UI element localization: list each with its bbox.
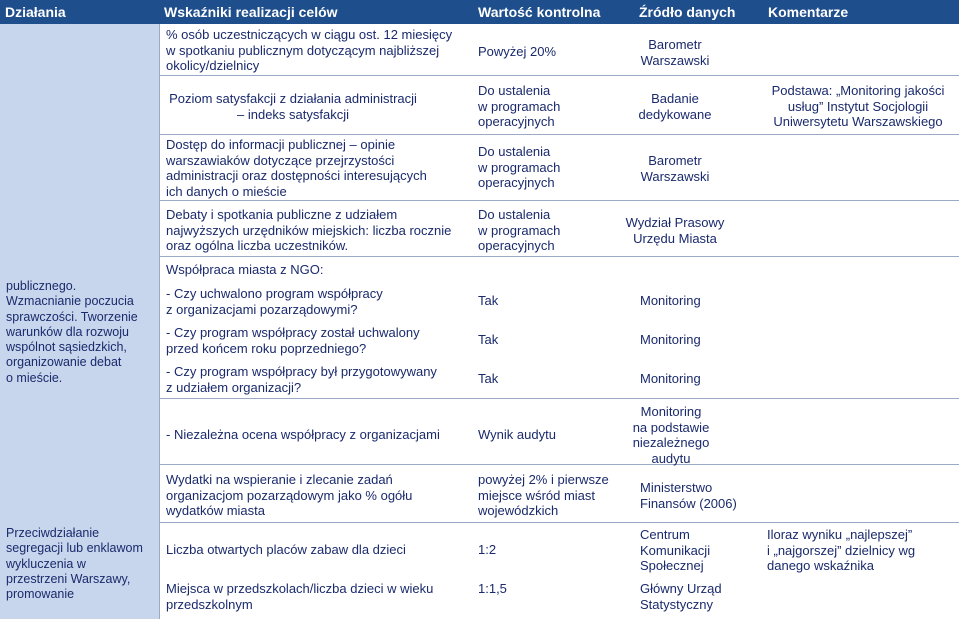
cell-line: Do ustalenia: [478, 207, 551, 222]
source-cell: [618, 153, 732, 184]
cell-line: Tak: [478, 371, 499, 386]
cell-line: Monitoring: [640, 371, 701, 386]
cell-line: Tak: [478, 293, 499, 308]
cell-line: publicznego.: [6, 279, 77, 293]
cell-line: Główny Urząd: [640, 581, 722, 596]
indicator-cell: [166, 27, 452, 74]
value-cell: [478, 332, 498, 348]
cell-line: Powyżej 20%: [478, 44, 557, 59]
value-cell: [478, 427, 556, 443]
value-cell: [478, 371, 498, 387]
cell-line: o mieście.: [6, 370, 63, 385]
cell-line: w programach: [478, 222, 561, 238]
source-cell: [640, 581, 722, 612]
cell-line: operacyjnych: [478, 175, 555, 190]
source-cell: [614, 404, 728, 466]
cell-line: Urzędu Miasta: [633, 230, 717, 246]
row-divider: [159, 464, 959, 465]
cell-line: Monitoring: [640, 293, 701, 308]
cell-line: Współpraca miasta z NGO:: [166, 262, 324, 277]
cell-line: Uniwersytetu Warszawskiego: [773, 114, 943, 129]
cell-line: na podstawie: [632, 419, 710, 435]
row-divider: [159, 75, 959, 76]
header-wskazniki: Wskaźniki realizacji celów: [164, 4, 338, 20]
cell-line: Barometr: [648, 153, 702, 168]
cell-line: usług” Instytut Socjologii: [787, 98, 929, 114]
indicator-cell: [166, 207, 451, 254]
cell-line: audytu: [651, 450, 691, 466]
value-cell: [478, 581, 507, 597]
cell-line: Finansów (2006): [640, 495, 737, 511]
value-cell: [478, 542, 496, 558]
cell-line: Do ustalenia: [478, 83, 551, 98]
cell-line: Debaty i spotkania publiczne z udziałem: [166, 207, 398, 222]
cell-line: niezależnego: [632, 435, 710, 450]
cell-line: danego wskaźnika: [767, 558, 874, 573]
source-cell: [618, 215, 732, 246]
indicator-cell: [166, 286, 383, 317]
cell-line: Wynik audytu: [478, 427, 556, 442]
row-divider: [159, 200, 959, 201]
comment-cell: [762, 83, 954, 130]
cell-line: Wydatki na wspieranie i zlecanie zadań: [166, 472, 393, 487]
cell-line: przedszkolnym: [166, 596, 253, 612]
value-cell: [478, 293, 498, 309]
cell-line: operacyjnych: [478, 238, 555, 253]
column-divider: [159, 24, 160, 619]
cell-line: 1:1,5: [478, 581, 507, 596]
cell-line: powyżej 2% i pierwsze: [478, 472, 609, 487]
indicator-cell: [166, 325, 420, 356]
action-text-2: [6, 526, 143, 602]
source-cell: [618, 37, 732, 68]
cell-line: Iloraz wyniku „najlepszej”: [767, 527, 913, 542]
cell-line: w programach: [478, 159, 561, 175]
cell-line: miejsce wśród miast: [478, 487, 596, 503]
action-text-1: [6, 279, 138, 386]
cell-line: z udziałem organizacji?: [166, 379, 302, 395]
cell-line: Liczba otwartych placów zabaw dla dzieci: [166, 542, 406, 557]
value-cell: [478, 144, 560, 191]
cell-line: organizacjom pozarządowym jako % ogółu: [166, 487, 413, 503]
header-wartosc: Wartość kontrolna: [478, 4, 601, 20]
cell-line: Monitoring: [640, 404, 702, 419]
cell-line: operacyjnych: [478, 114, 555, 129]
cell-line: Statystyczny: [640, 596, 713, 612]
source-cell: [640, 293, 701, 309]
cell-line: Miejsca w przedszkolach/liczba dzieci w wieku: [166, 581, 434, 596]
cell-line: – indeks satysfakcji: [237, 106, 349, 122]
indicator-cell: [166, 364, 437, 395]
indicator-cell: [166, 91, 420, 122]
cell-line: okolicy/dzielnicy: [166, 58, 260, 73]
table-header: [0, 0, 959, 24]
indicator-cell: [166, 472, 412, 519]
cell-line: promowanie: [6, 587, 75, 602]
cell-line: organizowanie debat: [6, 355, 122, 370]
cell-line: dedykowane: [638, 106, 712, 122]
cell-line: Przeciwdziałanie: [6, 526, 100, 540]
value-cell: [478, 44, 556, 60]
value-cell: [478, 472, 609, 519]
cell-line: warszawiaków dotyczące przejrzystości: [166, 152, 395, 168]
cell-line: - Czy program współpracy był przygotowywany: [166, 364, 437, 379]
cell-line: Podstawa: „Monitoring jakości: [771, 83, 945, 98]
indicator-cell: [166, 542, 406, 558]
header-dzialania: Działania: [5, 4, 66, 20]
cell-line: ich danych o mieście: [166, 183, 287, 199]
cell-line: z organizacjami pozarządowymi?: [166, 301, 358, 317]
cell-line: Monitoring: [640, 332, 701, 347]
cell-line: wykluczenia w: [6, 556, 86, 571]
indicator-cell: [166, 262, 324, 278]
row-divider: [159, 398, 959, 399]
cell-line: segregacji lub enklawom: [6, 541, 143, 556]
source-cell: [618, 91, 732, 122]
cell-line: - Czy uchwalono program współpracy: [166, 286, 383, 301]
cell-line: Badanie: [651, 91, 699, 106]
cell-line: - Niezależna ocena współpracy z organizacjami: [166, 427, 440, 442]
cell-line: wydatków miasta: [166, 503, 265, 518]
cell-line: Centrum: [640, 527, 690, 542]
row-divider: [159, 522, 959, 523]
cell-line: Warszawski: [640, 168, 710, 184]
cell-line: Warszawski: [640, 52, 710, 68]
cell-line: Do ustalenia: [478, 144, 551, 159]
cell-line: Tak: [478, 332, 499, 347]
cell-line: wspólnot sąsiedzkich,: [6, 340, 127, 355]
cell-line: sprawczości. Tworzenie: [6, 309, 138, 324]
row-divider: [159, 256, 959, 257]
cell-line: warunków dla rozwoju: [6, 324, 129, 339]
cell-line: % osób uczestniczących w ciągu ost. 12 miesięcy: [166, 27, 453, 42]
source-cell: [640, 527, 710, 574]
cell-line: Komunikacji: [640, 542, 711, 558]
indicator-cell: [166, 427, 440, 443]
cell-line: Dostęp do informacji publicznej – opinie: [166, 137, 396, 152]
cell-line: w spotkaniu publicznym dotyczącym najbliższej: [166, 42, 440, 58]
cell-line: i „najgorszej” dzielnicy wg: [767, 542, 916, 558]
source-cell: [640, 332, 701, 348]
row-divider: [159, 134, 959, 135]
source-cell: [640, 480, 737, 511]
cell-line: Poziom satysfakcji z działania administracji: [169, 91, 417, 106]
cell-line: w programach: [478, 98, 561, 114]
cell-line: najwyższych urzędników miejskich: liczba rocznie: [166, 222, 452, 238]
cell-line: administracji oraz dostępności interesujących: [166, 168, 427, 183]
cell-line: Wzmacnianie poczucia: [6, 294, 134, 309]
cell-line: - Czy program współpracy został uchwalony: [166, 325, 420, 340]
indicator-cell: [166, 137, 427, 199]
indicator-cell: [166, 581, 433, 612]
cell-line: Społecznej: [640, 558, 704, 573]
cell-line: Wydział Prasowy: [625, 215, 725, 230]
header-zrodlo: Źródło danych: [639, 4, 736, 20]
cell-line: wojewódzkich: [478, 503, 559, 518]
cell-line: oraz ogólna liczba uczestników.: [166, 238, 349, 253]
header-komentarze: Komentarze: [768, 4, 849, 20]
value-cell: [478, 207, 560, 254]
cell-line: 1:2: [478, 542, 497, 557]
cell-line: przed końcem roku poprzedniego?: [166, 340, 367, 356]
cell-line: przestrzeni Warszawy,: [6, 571, 131, 586]
value-cell: [478, 83, 560, 130]
cell-line: Ministerstwo: [640, 480, 713, 495]
comment-cell: [767, 527, 915, 574]
source-cell: [640, 371, 701, 387]
cell-line: Barometr: [648, 37, 702, 52]
